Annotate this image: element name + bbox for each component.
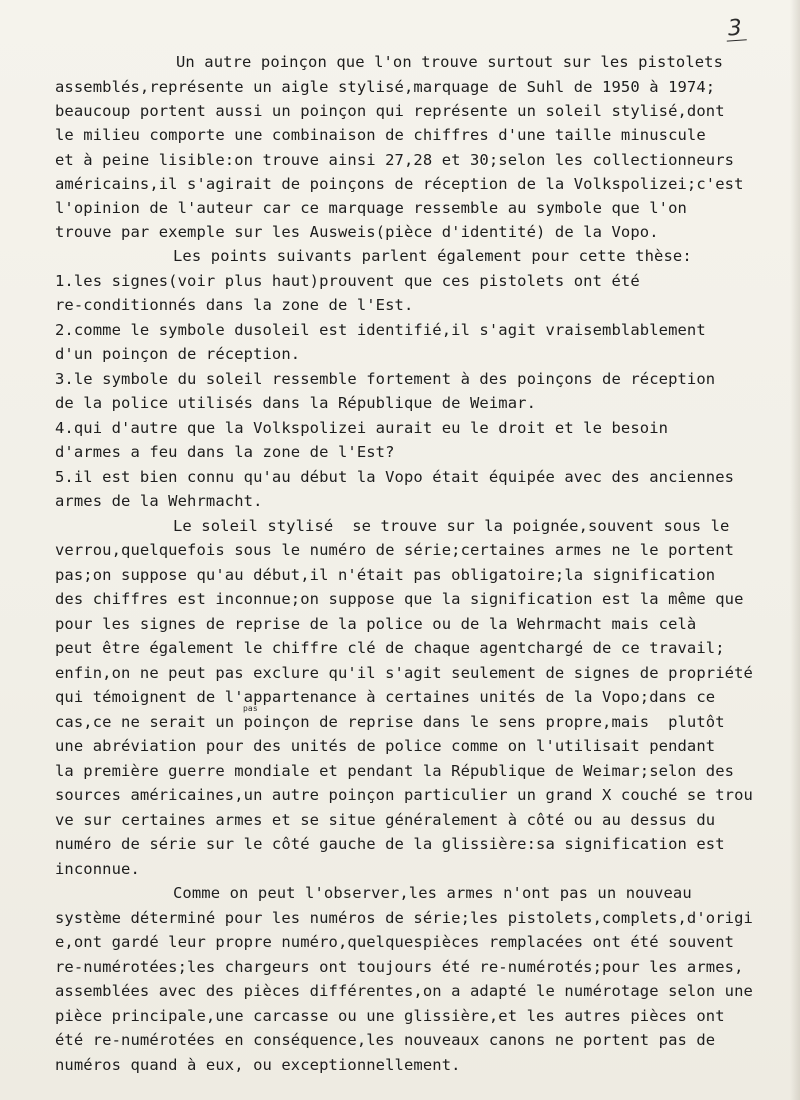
text-line: américains,il s'agirait de poinçons de réception de la Volkspolizei;c'est xyxy=(55,175,744,193)
text-line: assemblées avec des pièces différentes,on a adapté le numérotage selon une xyxy=(55,982,753,1000)
text-line: numéro de série sur le côté gauche de la glissière:sa signification est xyxy=(55,835,725,853)
handwritten-page-number: 3 xyxy=(725,17,747,41)
text-line: cas,ce ne serait un poinçon de reprise dans le sens propre,mais plutôt xyxy=(55,713,725,731)
text-line: été re-numérotées en conséquence,les nouveaux canons ne portent pas de xyxy=(55,1031,716,1049)
text-line: 3.le symbole du soleil ressemble fortement à des poinçons de réception xyxy=(55,370,716,388)
text-line: re-conditionnés dans la zone de l'Est. xyxy=(55,296,414,314)
text-line: trouve par exemple sur les Ausweis(pièce d'identité) de la Vopo. xyxy=(55,223,659,241)
text-line: numéros quand à eux, ou exceptionnellement. xyxy=(55,1056,461,1074)
text-line: verrou,quelquefois sous le numéro de série;certaines armes ne le portent xyxy=(55,541,735,559)
text-line: assemblés,représente un aigle stylisé,marquage de Suhl de 1950 à 1974; xyxy=(55,78,716,96)
text-line: inconnue. xyxy=(55,860,140,878)
text-line: d'armes a feu dans la zone de l'Est? xyxy=(55,443,395,461)
text-line: pour les signes de reprise de la police ou de la Wehrmacht mais celà xyxy=(55,615,697,633)
text-line: l'opinion de l'auteur car ce marquage ressemble au symbole que l'on xyxy=(55,199,687,217)
text-line: beaucoup portent aussi un poinçon qui représente un soleil stylisé,dont xyxy=(55,102,725,120)
text-line: de la police utilisés dans la République de Weimar. xyxy=(55,394,537,412)
text-line: armes de la Wehrmacht. xyxy=(55,492,263,510)
text-line: 2.comme le symbole dusoleil est identifié,il s'agit vraisemblablement xyxy=(55,321,706,339)
text-line: sources américaines,un autre poinçon particulier un grand X couché se trou xyxy=(55,786,753,804)
text-line: Un autre poinçon que l'on trouve surtout sur les pistolets xyxy=(176,53,724,71)
text-line: et à peine lisible:on trouve ainsi 27,28 et 30;selon les collectionneurs xyxy=(55,151,735,169)
text-line: 1.les signes(voir plus haut)prouvent que ces pistolets ont été xyxy=(55,272,640,290)
text-line: peut être également le chiffre clé de chaque agentchargé de ce travail; xyxy=(55,639,725,657)
handwritten-insertion: pas xyxy=(243,704,258,713)
text-line: des chiffres est inconnue;on suppose que la signification est la même que xyxy=(55,590,744,608)
text-line: qui témoignent de l'appartenance à certaines unités de la Vopo;dans ce xyxy=(55,688,716,706)
text-line: ve sur certaines armes et se situe généralement à côté ou au dessus du xyxy=(55,811,716,829)
text-line: 5.il est bien connu qu'au début la Vopo était équipée avec des anciennes xyxy=(55,468,735,486)
text-line: pièce principale,une carcasse ou une glissière,et les autres pièces ont xyxy=(55,1007,725,1025)
text-line: Les points suivants parlent également pour cette thèse: xyxy=(173,247,692,265)
text-line: Le soleil stylisé se trouve sur la poignée,souvent sous le xyxy=(173,517,730,535)
text-line: re-numérotées;les chargeurs ont toujours été re-numérotés;pour les armes, xyxy=(55,958,744,976)
text-line: le milieu comporte une combinaison de chiffres d'une taille minuscule xyxy=(55,126,706,144)
text-line: d'un poinçon de réception. xyxy=(55,345,301,363)
text-line: e,ont gardé leur propre numéro,quelquespièces remplacées ont été souvent xyxy=(55,933,735,951)
text-line: la première guerre mondiale et pendant la République de Weimar;selon des xyxy=(55,762,735,780)
text-line: Comme on peut l'observer,les armes n'ont pas un nouveau xyxy=(173,884,692,902)
text-line: pas;on suppose qu'au début,il n'était pas obligatoire;la signification xyxy=(55,566,716,584)
text-line: système déterminé pour les numéros de série;les pistolets,complets,d'origi xyxy=(55,909,753,927)
text-line: enfin,on ne peut pas exclure qu'il s'agit seulement de signes de propriété xyxy=(55,664,753,682)
text-line: 4.qui d'autre que la Volkspolizei aurait eu le droit et le besoin xyxy=(55,419,669,437)
text-line: une abréviation pour des unités de police comme on l'utilisait pendant xyxy=(55,737,716,755)
